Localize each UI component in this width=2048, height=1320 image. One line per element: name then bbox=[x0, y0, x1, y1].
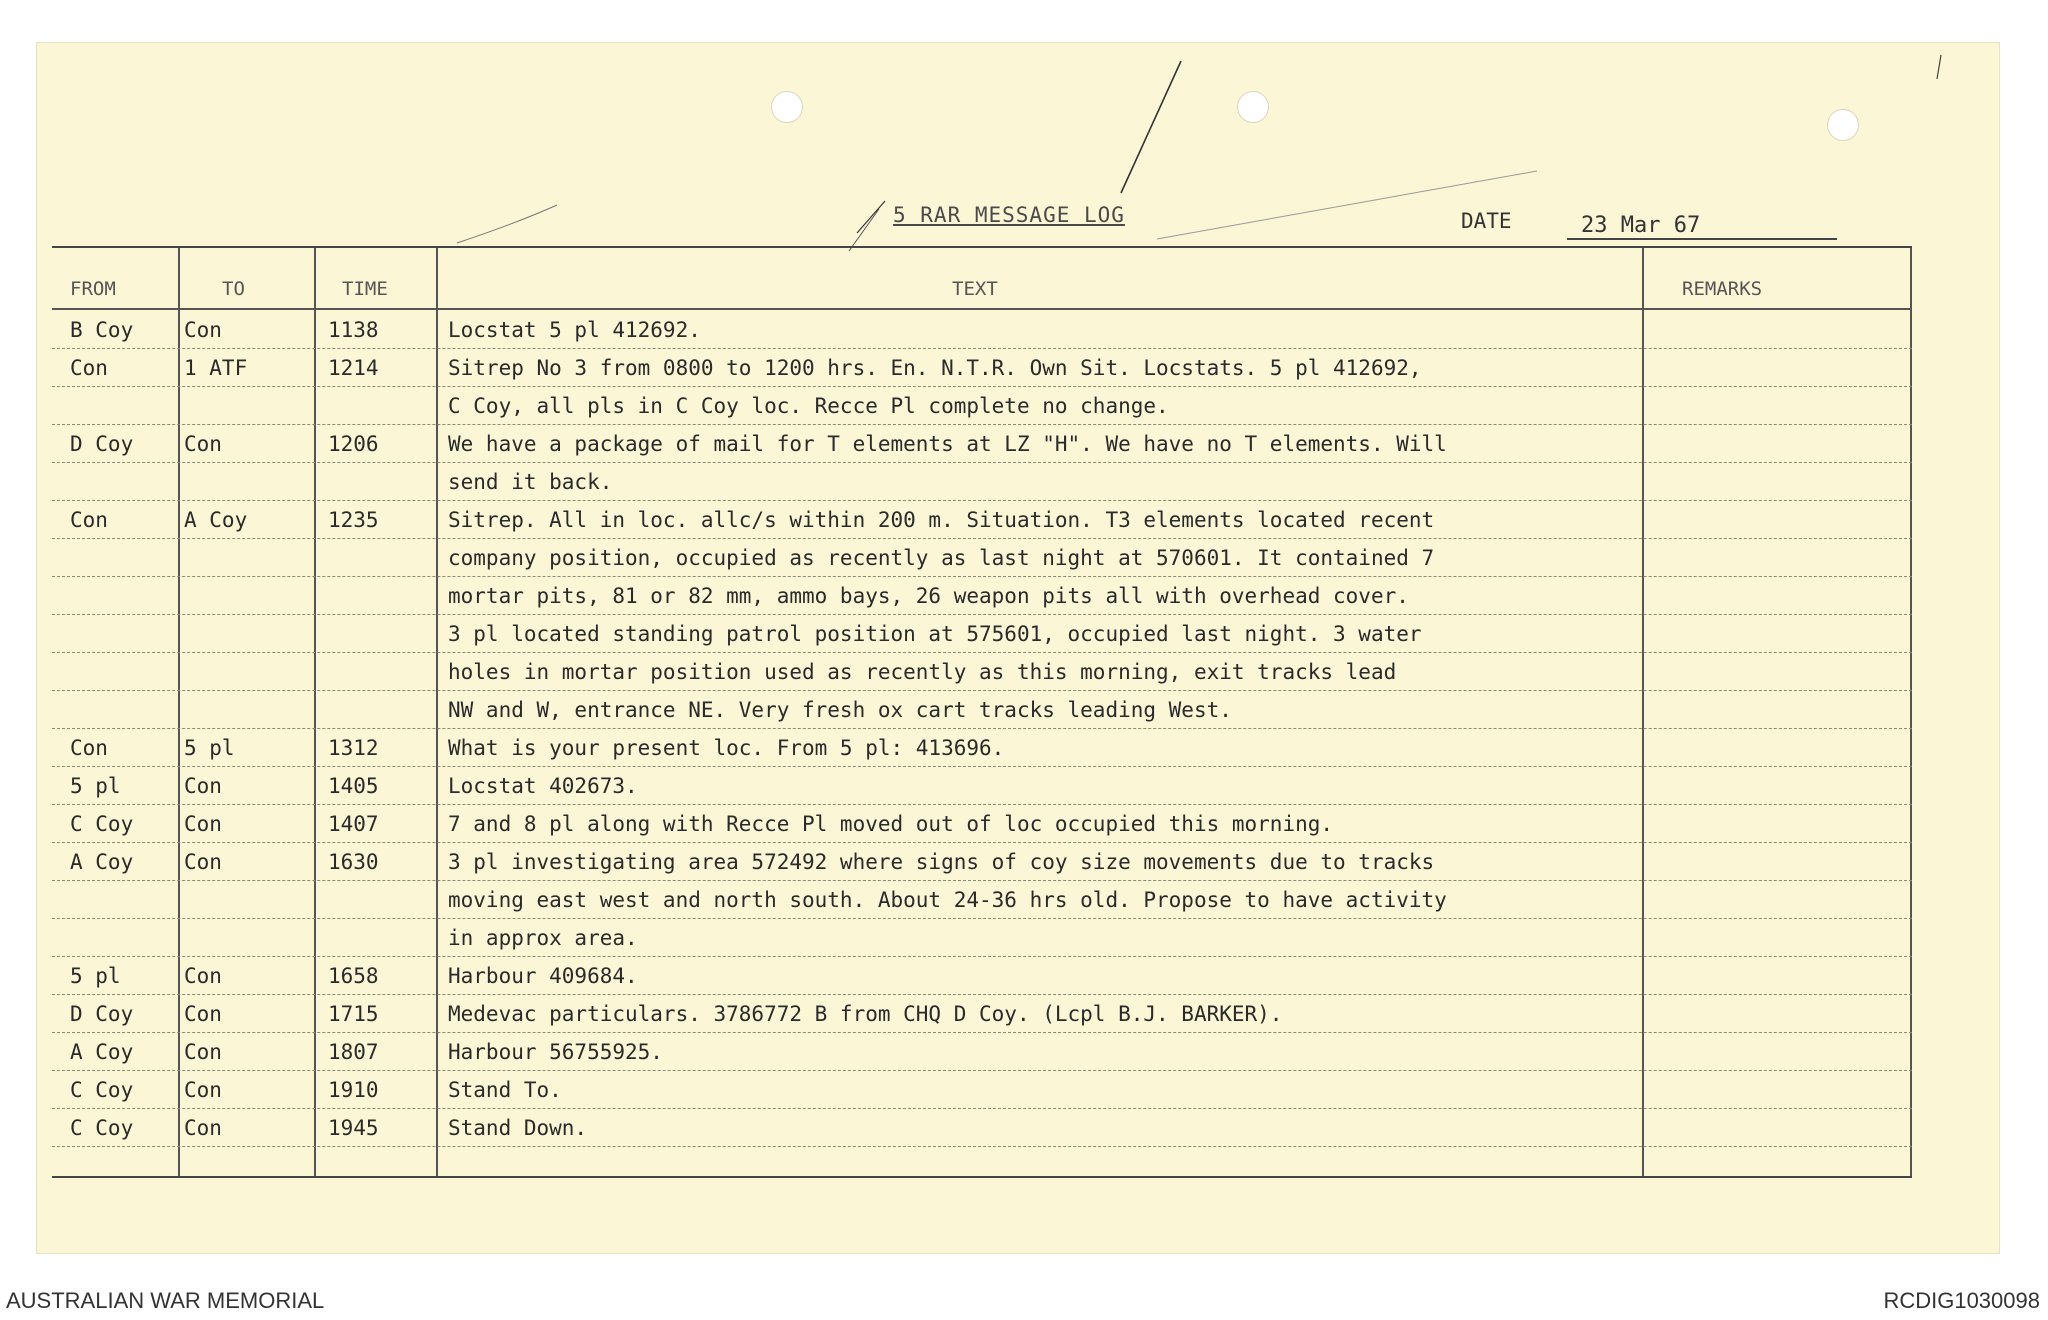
header-remarks: REMARKS bbox=[1682, 278, 1763, 300]
date-value: 23 Mar 67 bbox=[1567, 213, 1837, 240]
cell-to: Con bbox=[184, 1002, 222, 1026]
cell-text: Stand Down. bbox=[448, 1116, 588, 1140]
cell-text: We have a package of mail for T elements at LZ "H". We have no T elements. Will bbox=[448, 432, 1447, 456]
cell-text: 7 and 8 pl along with Recce Pl moved out of loc occupied this morning. bbox=[448, 812, 1334, 836]
cell-time: 1206 bbox=[328, 432, 379, 456]
table-row bbox=[52, 918, 1912, 957]
cell-to: Con bbox=[184, 1116, 222, 1140]
table-row bbox=[52, 956, 1912, 995]
table-row bbox=[52, 804, 1912, 843]
table-row bbox=[52, 538, 1912, 577]
cell-to: Con bbox=[184, 318, 222, 342]
table-row bbox=[52, 842, 1912, 881]
cell-time: 1658 bbox=[328, 964, 379, 988]
header-text: TEXT bbox=[952, 278, 998, 300]
cell-text: in approx area. bbox=[448, 926, 638, 950]
cell-to: Con bbox=[184, 812, 222, 836]
cell-from: Con bbox=[70, 508, 108, 532]
cell-text: NW and W, entrance NE. Very fresh ox cart tracks leading West. bbox=[448, 698, 1232, 722]
cell-from: Con bbox=[70, 736, 108, 760]
cell-text: mortar pits, 81 or 82 mm, ammo bays, 26 weapon pits all with overhead cover. bbox=[448, 584, 1409, 608]
footer-source: AUSTRALIAN WAR MEMORIAL bbox=[6, 1288, 325, 1313]
cell-from: B Coy bbox=[70, 318, 134, 342]
cell-text: What is your present loc. From 5 pl: 413696. bbox=[448, 736, 1005, 760]
table-row bbox=[52, 1070, 1912, 1109]
cell-time: 1214 bbox=[328, 356, 379, 380]
message-log-table bbox=[52, 246, 1912, 1178]
cell-to: Con bbox=[184, 432, 222, 456]
cell-text: C Coy, all pls in C Coy loc. Recce Pl complete no change. bbox=[448, 394, 1169, 418]
table-row bbox=[52, 310, 1912, 349]
header-time: TIME bbox=[342, 278, 388, 300]
cell-time: 1312 bbox=[328, 736, 379, 760]
cell-to: 5 pl bbox=[184, 736, 235, 760]
cell-time: 1138 bbox=[328, 318, 379, 342]
cell-time: 1945 bbox=[328, 1116, 379, 1140]
cell-text: Locstat 5 pl 412692. bbox=[448, 318, 701, 342]
cell-to: Con bbox=[184, 850, 222, 874]
cell-text: Harbour 56755925. bbox=[448, 1040, 663, 1064]
table-row bbox=[52, 766, 1912, 805]
cell-text: Stand To. bbox=[448, 1078, 562, 1102]
table-row bbox=[52, 500, 1912, 539]
cell-text: moving east west and north south. About 24-36 hrs old. Propose to have activity bbox=[448, 888, 1447, 912]
cell-text: 3 pl investigating area 572492 where signs of coy size movements due to tracks bbox=[448, 850, 1435, 874]
cell-to: Con bbox=[184, 1040, 222, 1064]
cell-text: Medevac particulars. 3786772 B from CHQ D Coy. (Lcpl B.J. BARKER). bbox=[448, 1002, 1283, 1026]
cell-from: C Coy bbox=[70, 812, 134, 836]
cell-time: 1807 bbox=[328, 1040, 379, 1064]
table-row bbox=[52, 614, 1912, 653]
cell-to: Con bbox=[184, 774, 222, 798]
cell-text: Harbour 409684. bbox=[448, 964, 638, 988]
table-row bbox=[52, 652, 1912, 691]
cell-text: Locstat 402673. bbox=[448, 774, 638, 798]
cell-from: Con bbox=[70, 356, 108, 380]
table-row bbox=[52, 1108, 1912, 1147]
cell-from: 5 pl bbox=[70, 774, 121, 798]
cell-time: 1910 bbox=[328, 1078, 379, 1102]
page-title: 5 RAR MESSAGE LOG bbox=[893, 203, 1125, 227]
cell-to: 1 ATF bbox=[184, 356, 248, 380]
cell-from: C Coy bbox=[70, 1078, 134, 1102]
cell-text: holes in mortar position used as recently as this morning, exit tracks lead bbox=[448, 660, 1397, 684]
table-row bbox=[52, 424, 1912, 463]
footer-id: RCDIG1030098 bbox=[1883, 1288, 2040, 1313]
table-row bbox=[52, 348, 1912, 387]
table-row bbox=[52, 462, 1912, 501]
cell-to: A Coy bbox=[184, 508, 248, 532]
cell-time: 1405 bbox=[328, 774, 379, 798]
header-from: FROM bbox=[70, 278, 116, 300]
cell-time: 1715 bbox=[328, 1002, 379, 1026]
cell-from: 5 pl bbox=[70, 964, 121, 988]
table-row bbox=[52, 690, 1912, 729]
date-label: DATE bbox=[1461, 209, 1512, 233]
cell-text: Sitrep No 3 from 0800 to 1200 hrs. En. N.T.R. Own Sit. Locstats. 5 pl 412692, bbox=[448, 356, 1422, 380]
cell-from: D Coy bbox=[70, 432, 134, 456]
cell-from: D Coy bbox=[70, 1002, 134, 1026]
header-to: TO bbox=[222, 278, 245, 300]
table-row bbox=[52, 576, 1912, 615]
cell-time: 1630 bbox=[328, 850, 379, 874]
table-row bbox=[52, 994, 1912, 1033]
table-header bbox=[52, 268, 1912, 310]
cell-from: A Coy bbox=[70, 1040, 134, 1064]
cell-to: Con bbox=[184, 964, 222, 988]
table-row bbox=[52, 728, 1912, 767]
cell-from: A Coy bbox=[70, 850, 134, 874]
cell-text: Sitrep. All in loc. allc/s within 200 m. Situation. T3 elements located recent bbox=[448, 508, 1435, 532]
table-row bbox=[52, 386, 1912, 425]
cell-text: company position, occupied as recently as last night at 570601. It contained 7 bbox=[448, 546, 1435, 570]
cell-time: 1235 bbox=[328, 508, 379, 532]
table-row bbox=[52, 1032, 1912, 1071]
cell-to: Con bbox=[184, 1078, 222, 1102]
cell-text: 3 pl located standing patrol position at 575601, occupied last night. 3 water bbox=[448, 622, 1422, 646]
cell-time: 1407 bbox=[328, 812, 379, 836]
cell-from: C Coy bbox=[70, 1116, 134, 1140]
cell-text: send it back. bbox=[448, 470, 613, 494]
table-row bbox=[52, 880, 1912, 919]
